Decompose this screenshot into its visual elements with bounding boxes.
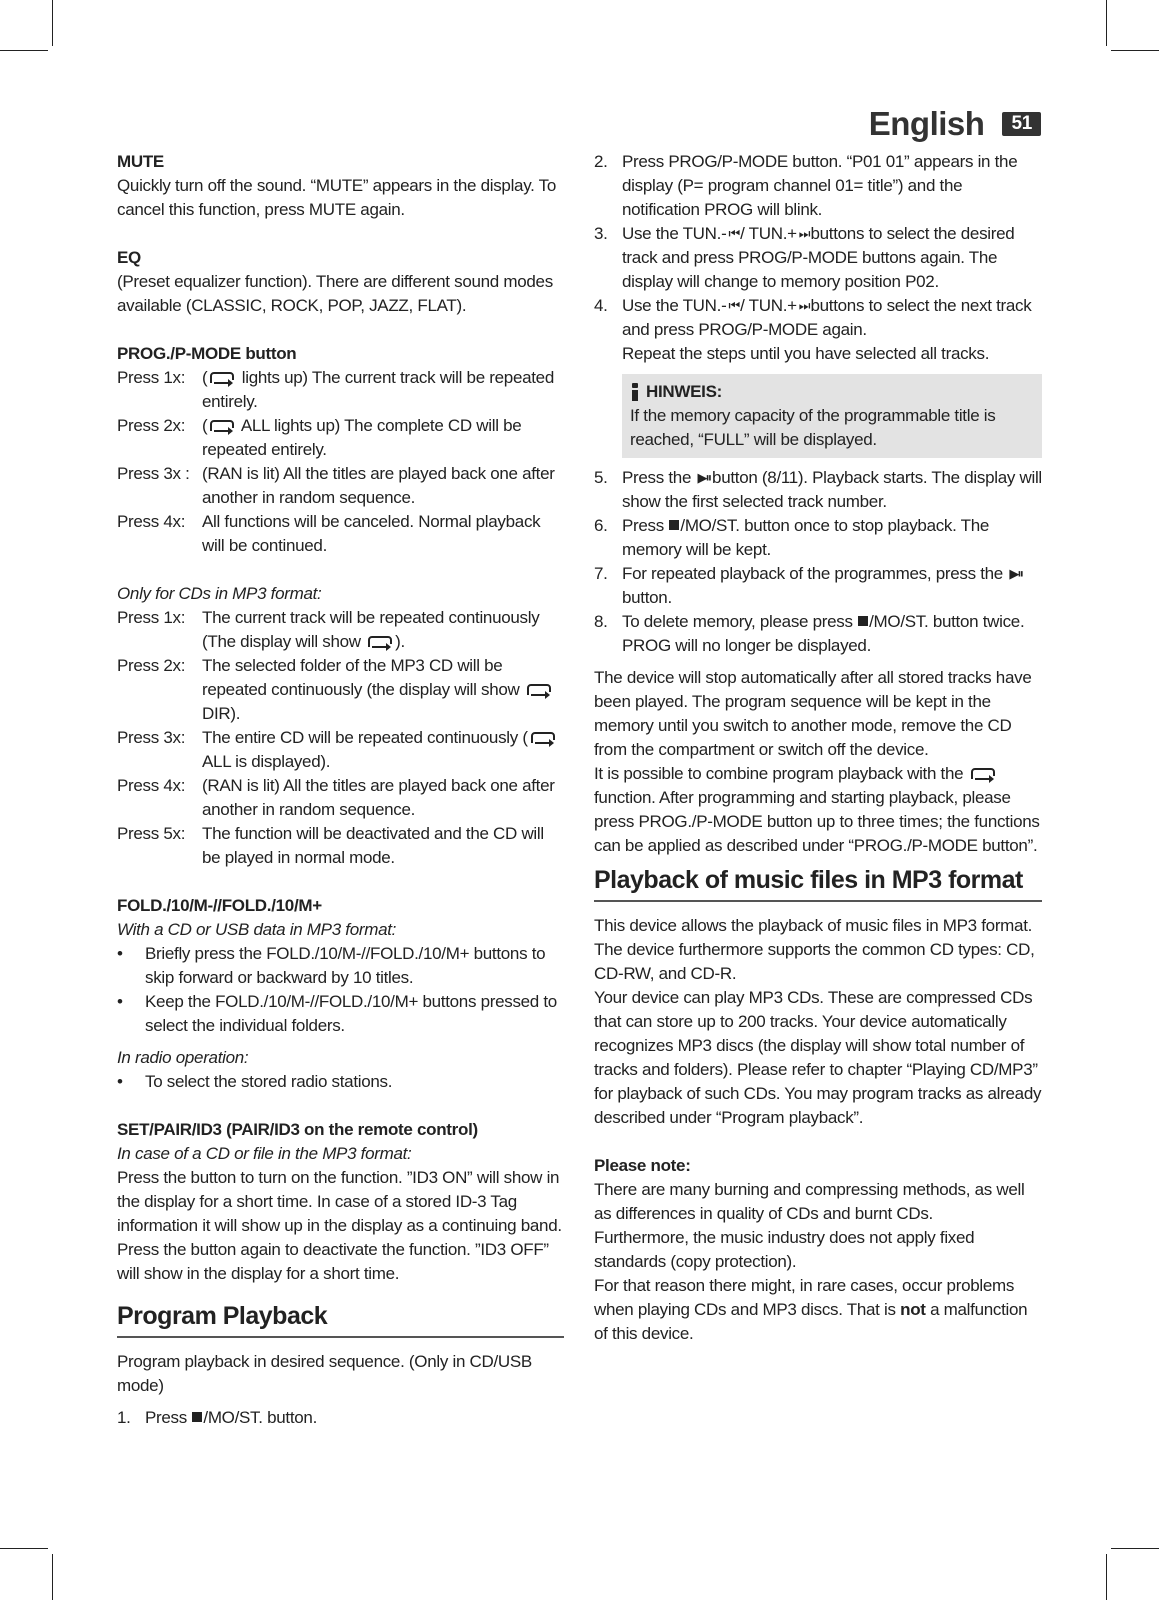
program-playback-text: Program playback in desired sequence. (Only in CD/USB mode) [117, 1352, 532, 1395]
list-item [117, 942, 564, 990]
bullet: • [117, 992, 123, 1011]
step-7 [594, 562, 1042, 610]
mp3-press-1 [117, 606, 564, 654]
press-text: ( lights up) The current track will be repeated entirely. [202, 368, 554, 411]
step-text: Use the TUN.- ⏮ / TUN.+ ⏭ buttons to select the desired track and press PROG/P-MODE buttons again. The display will change to memory position P02. [622, 224, 1015, 291]
step-number: 3. [594, 224, 608, 243]
repeat-icon [366, 635, 394, 651]
crop-mark [1106, 0, 1107, 46]
step-number: 7. [594, 564, 608, 583]
repeat-icon [208, 419, 236, 435]
mute-text: Quickly turn off the sound. “MUTE” appears in the display. To cancel this function, press MUTE again. [117, 176, 557, 219]
list-item-text: Keep the FOLD./10/M-//FOLD./10/M+ buttons pressed to select the individual folders. [145, 992, 557, 1035]
list-item-text: To select the stored radio stations. [145, 1072, 393, 1091]
repeat-icon [529, 731, 557, 747]
next-track-icon: ⏭ [798, 226, 809, 241]
paragraph: The device will stop automatically after all stored tracks have been played. The program sequence will be kept in the memory until you switch to another mode, remove the CD from the compartment or switch off the device. [594, 668, 1032, 759]
press-text: The function will be deactivated and the CD will be played in normal mode. [202, 824, 544, 867]
page-number: 51 [1002, 112, 1041, 136]
press-key: Press 2x: [117, 656, 186, 675]
paragraph: Furthermore, the music industry does not apply fixed standards (copy protection). [594, 1228, 975, 1271]
stop-icon [192, 1412, 202, 1422]
set-text: Press the button to turn on the function. ”ID3 ON” will show in the display for a short time. In case of a stored ID-3 Tag information it will show up in the display as a continuing band. Press the button again to deactivate the function. ”ID3 OFF” will show in the display for a short time. [117, 1168, 562, 1283]
left-column [117, 150, 564, 1430]
press-key: Press 3x: [117, 728, 186, 747]
info-icon [630, 383, 640, 401]
fold-subheading: With a CD or USB data in MP3 format: [117, 920, 397, 939]
crop-mark [1106, 1554, 1107, 1600]
press-text: The entire CD will be repeated continuously ( ALL is displayed). [202, 726, 564, 774]
play-pause-icon: ▶⏸ [1009, 566, 1022, 581]
step-number: 5. [594, 468, 608, 487]
crop-mark [0, 1548, 48, 1549]
note-text: If the memory capacity of the programmable title is reached, “FULL” will be displayed. [630, 406, 996, 449]
language-title: English [868, 105, 985, 142]
program-playback-heading: Program Playback [117, 1300, 564, 1338]
paragraph: It is possible to combine program playback with the function. After programming and starting playback, please press PROG./P-MODE button up to three times; the functions can be applied as described under “PROG./P-MODE button”. [594, 764, 1040, 855]
prog-press-4 [117, 510, 564, 558]
please-note-heading: Please note: [594, 1156, 691, 1175]
paragraph: There are many burning and compressing methods, as well as differences in quality of CDs and burnt CDs. [594, 1180, 1025, 1223]
step-number: 1. [117, 1408, 131, 1427]
press-key: Press 5x: [117, 824, 186, 843]
bullet: • [117, 944, 123, 963]
prog-heading: PROG./P-MODE button [117, 344, 297, 363]
press-key: Press 3x : [117, 464, 190, 483]
crop-mark [52, 1554, 53, 1600]
mp3-press-3 [117, 726, 564, 774]
press-text: The selected folder of the MP3 CD will be repeated continuously (the display will show DIR). [202, 654, 564, 726]
crop-mark [1111, 50, 1159, 51]
step-3 [594, 222, 1042, 294]
press-key: Press 1x: [117, 608, 186, 627]
hinweis-note [622, 374, 1042, 458]
prog-press-1 [117, 366, 564, 414]
step-text: For repeated playback of the programmes, press the ▶⏸ button. [622, 564, 1022, 607]
crop-mark [52, 0, 53, 46]
next-track-icon: ⏭ [798, 298, 809, 313]
paragraph: This device allows the playback of music files in MP3 format. The device furthermore supports the common CD types: CD, CD-RW, and CD-R. [594, 916, 1035, 983]
list-item-text: Briefly press the FOLD./10/M-//FOLD./10/M+ buttons to skip forward or backward by 10 titles. [145, 944, 546, 987]
press-key: Press 2x: [117, 416, 186, 435]
prev-track-icon: ⏮ [728, 298, 739, 313]
eq-heading: EQ [117, 248, 141, 267]
stop-icon [669, 520, 679, 530]
mute-heading: MUTE [117, 152, 164, 171]
list-item [117, 1070, 564, 1094]
crop-mark [0, 50, 48, 51]
step-8 [594, 610, 1042, 658]
bullet: • [117, 1072, 123, 1091]
eq-text: (Preset equalizer function). There are different sound modes available (CLASSIC, ROCK, POP, JAZZ, FLAT). [117, 272, 553, 315]
press-text: All functions will be canceled. Normal playback will be continued. [202, 512, 541, 555]
step-5 [594, 466, 1042, 514]
press-key: Press 4x: [117, 776, 186, 795]
paragraph: Your device can play MP3 CDs. These are compressed CDs that can store up to 200 tracks. Your device automatically recognizes MP3 discs (the display will show total number of tracks and folders). Please refer to chapter “Playing CD/MP3” for playback of such CDs. You may program tracks as already described under “Program playback”. [594, 988, 1042, 1127]
press-text: (RAN is lit) All the titles are played back one after another in random sequence. [202, 776, 555, 819]
step-1 [117, 1406, 564, 1430]
press-text: ( ALL lights up) The complete CD will be repeated entirely. [202, 416, 522, 459]
step-number: 4. [594, 296, 608, 315]
press-text: The current track will be repeated continuously (The display will show ). [202, 608, 540, 651]
right-column [594, 150, 1042, 1346]
page-header [869, 104, 1041, 144]
step-4 [594, 294, 1042, 366]
step-text: Use the TUN.- ⏮ / TUN.+ ⏭ buttons to select the next track and press PROG/P-MODE again. Repeat the steps until you have selected all tracks. [622, 296, 1032, 363]
crop-mark [1111, 1548, 1159, 1549]
step-number: 2. [594, 152, 608, 171]
mp3-press-2 [117, 654, 564, 726]
play-pause-icon: ▶⏸ [697, 470, 711, 485]
repeat-icon [969, 767, 997, 783]
prev-track-icon: ⏮ [728, 226, 739, 241]
step-text: Press PROG/P-MODE button. “P01 01” appears in the display (P= program channel 01= title”) and the notification PROG will blink. [622, 152, 1018, 219]
step-text: To delete memory, please press /MO/ST. button twice. PROG will no longer be displayed. [622, 612, 1025, 655]
list-item [117, 990, 564, 1038]
step-text: Press /MO/ST. button. [145, 1408, 317, 1427]
radio-subheading: In radio operation: [117, 1048, 249, 1067]
note-title: HINWEIS: [630, 380, 1034, 404]
prog-press-3 [117, 462, 564, 510]
mp3-only-subheading: Only for CDs in MP3 format: [117, 584, 322, 603]
paragraph: For that reason there might, in rare cases, occur problems when playing CDs and MP3 discs. That is not a malfunction of this device. [594, 1276, 1028, 1343]
step-text: Press the ▶⏸ button (8/11). Playback starts. The display will show the first selected track number. [622, 468, 1042, 511]
press-text: (RAN is lit) All the titles are played back one after another in random sequence. [202, 464, 555, 507]
set-heading: SET/PAIR/ID3 (PAIR/ID3 on the remote control) [117, 1120, 478, 1139]
step-number: 8. [594, 612, 608, 631]
press-key: Press 1x: [117, 368, 186, 387]
fold-heading: FOLD./10/M-//FOLD./10/M+ [117, 896, 322, 915]
step-number: 6. [594, 516, 608, 535]
step-6 [594, 514, 1042, 562]
set-subheading: In case of a CD or file in the MP3 format: [117, 1144, 412, 1163]
prog-press-2 [117, 414, 564, 462]
stop-icon [858, 616, 868, 626]
mp3-press-4 [117, 774, 564, 822]
mp3-press-5 [117, 822, 564, 870]
press-key: Press 4x: [117, 512, 186, 531]
step-2 [594, 150, 1042, 222]
step-text: Press /MO/ST. button once to stop playback. The memory will be kept. [622, 516, 990, 559]
repeat-icon [525, 683, 553, 699]
mp3-playback-heading: Playback of music files in MP3 format [594, 864, 1042, 902]
repeat-icon [208, 371, 236, 387]
